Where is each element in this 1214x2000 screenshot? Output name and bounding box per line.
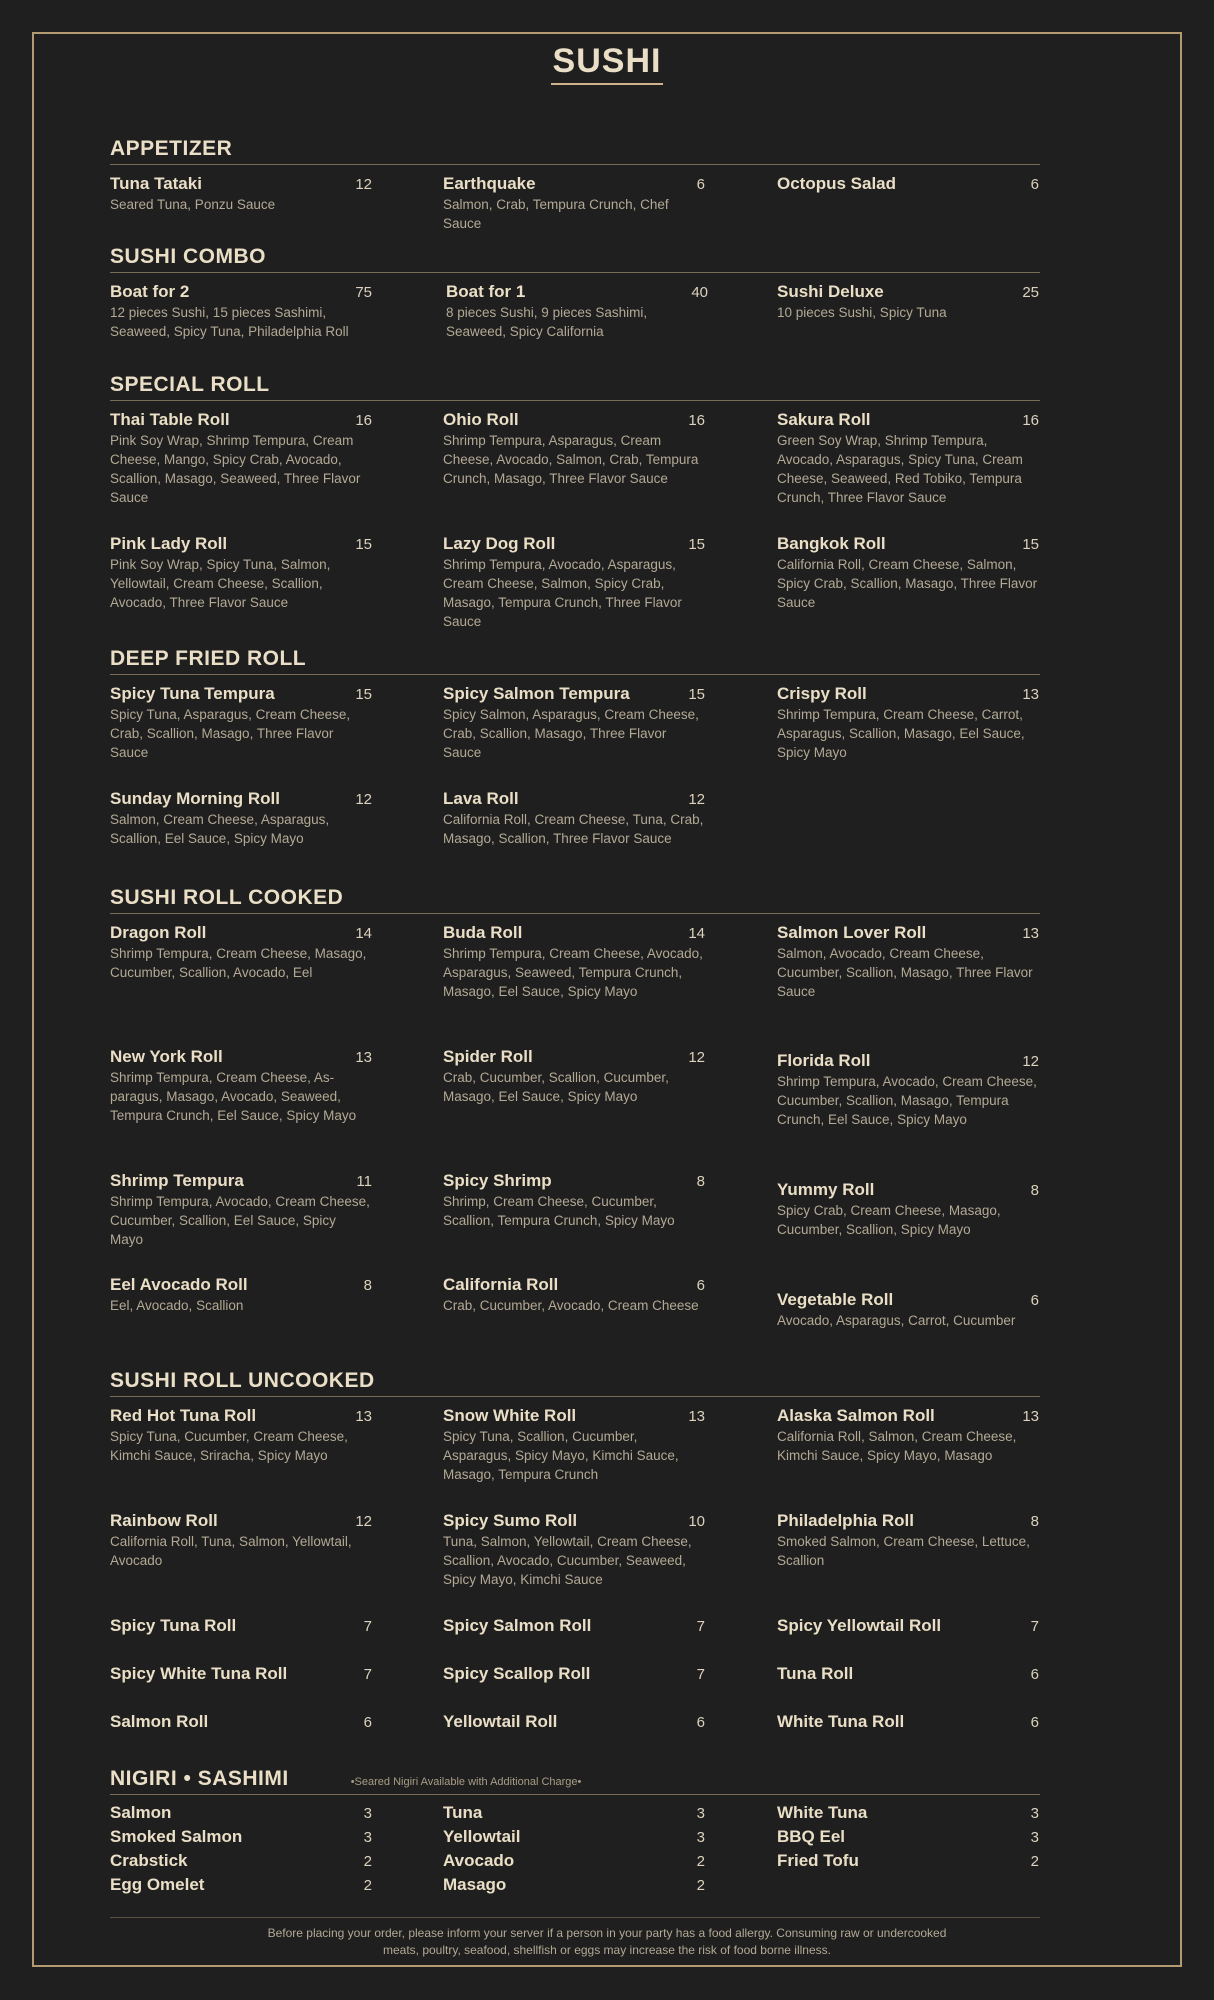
item-name: Salmon Lover Roll: [777, 923, 927, 942]
item-name: Shrimp Tempura: [110, 1171, 244, 1190]
item-name: Spicy Salmon Tempura: [443, 684, 630, 703]
item-name: Yellowtail: [443, 1827, 521, 1846]
item-name: White Tuna Roll: [777, 1712, 905, 1731]
menu-item: [110, 1406, 372, 1465]
item-price: 15: [355, 686, 372, 703]
item-description: Shrimp, Cream Cheese, Cucumber, Scallion, Tempura Crunch, Spicy Mayo: [443, 1194, 675, 1228]
item-name: Tuna Tataki: [110, 174, 202, 193]
menu-item: [777, 1180, 1039, 1239]
item-price: 8: [696, 1173, 705, 1190]
item-name: Spicy Salmon Roll: [443, 1616, 592, 1635]
section-header: [110, 137, 1040, 165]
item-price: 7: [363, 1666, 372, 1683]
item-description: California Roll, Cream Cheese, Tuna, Crab, Masago, Scallion, Three Flavor Sauce: [443, 812, 704, 846]
item-name: Vegetable Roll: [777, 1290, 894, 1309]
item-name: Florida Roll: [777, 1051, 871, 1070]
menu-item: [443, 1712, 705, 1732]
menu-item: [110, 1664, 372, 1684]
item-description: Spicy Crab, Cream Cheese, Masago, Cucumber, Scallion, Spicy Mayo: [777, 1203, 1001, 1237]
menu-item: [110, 1275, 372, 1315]
section-title: SUSHI COMBO: [110, 245, 267, 268]
section-title: SUSHI ROLL COOKED: [110, 886, 344, 909]
menu-item: [110, 282, 372, 341]
item-price: 2: [696, 1853, 705, 1870]
item-description: Spicy Salmon, Asparagus, Cream Cheese, Crab, Scallion, Masago, Three Flavor Sauce: [443, 707, 699, 760]
item-price: 14: [355, 925, 372, 942]
menu-item: [777, 1051, 1039, 1129]
menu-item: [777, 1664, 1039, 1684]
section-special-roll: [110, 373, 1040, 629]
section-title: SPECIAL ROLL: [110, 373, 270, 396]
item-name: Boat for 2: [110, 282, 190, 301]
item-description: Crab, Cucumber, Avocado, Cream Cheese: [443, 1298, 699, 1313]
item-price: 8: [363, 1277, 372, 1294]
item-price: 13: [1022, 925, 1039, 942]
item-price: 3: [1030, 1829, 1039, 1846]
item-name: Yellowtail Roll: [443, 1712, 558, 1731]
menu-item: [443, 174, 705, 233]
menu-item: [443, 1275, 705, 1315]
item-price: 3: [1030, 1805, 1039, 1822]
item-name: Avocado: [443, 1851, 515, 1870]
menu-item: [110, 174, 372, 214]
item-price: 16: [1022, 412, 1039, 429]
item-price: 3: [363, 1829, 372, 1846]
item-name: Smoked Salmon: [110, 1827, 243, 1846]
allergy-disclaimer: Before placing your order, please inform your server if a person in your party has a food allergy. Consuming raw or undercooked meats, poultry, seafood, shellfish or eggs may increase the risk of food borne illness.: [267, 1926, 947, 1957]
item-description: Seared Tuna, Ponzu Sauce: [110, 197, 276, 212]
item-description: California Roll, Tuna, Salmon, Yellowtail, Avocado: [110, 1534, 352, 1568]
item-name: New York Roll: [110, 1047, 223, 1066]
item-name: Lazy Dog Roll: [443, 534, 556, 553]
item-name: Eel Avocado Roll: [110, 1275, 248, 1294]
item-price: 7: [363, 1618, 372, 1635]
item-description: Spicy Tuna, Scallion, Cucumber, Asparagus, Spicy Mayo, Kimchi Sauce, Masago, Tempura Crunch: [443, 1429, 679, 1482]
menu-item: [443, 923, 705, 1001]
menu-item: [110, 684, 372, 762]
item-price: 75: [355, 284, 372, 301]
menu-item: [110, 1511, 372, 1570]
item-name: Snow White Roll: [443, 1406, 577, 1425]
item-price: 7: [696, 1666, 705, 1683]
section-title: NIGIRI • SASHIMI: [110, 1767, 289, 1790]
menu-item: [443, 1616, 705, 1636]
item-price: 15: [355, 536, 372, 553]
item-description: Shrimp Tempura, Cream Cheese, Carrot, Asparagus, Scallion, Masago, Eel Sauce, Spicy Mayo: [777, 707, 1025, 760]
section-header: [110, 245, 1040, 273]
section-title: SUSHI ROLL UNCOOKED: [110, 1369, 375, 1392]
menu-item: [110, 1712, 372, 1732]
item-price: 6: [696, 1277, 705, 1294]
section-deep-fried-roll: [110, 647, 1040, 846]
item-price: 2: [1030, 1853, 1039, 1870]
nigiri-item: [443, 1851, 705, 1875]
menu-item: [777, 1406, 1039, 1465]
item-price: 40: [691, 284, 708, 301]
item-description: Shrimp Tempura, Cream Cheese, Masago, Cucumber, Scallion, Avocado, Eel: [110, 946, 367, 980]
section-header: [110, 1369, 1040, 1397]
menu-item: [110, 1171, 372, 1249]
nigiri-item: [110, 1851, 372, 1875]
item-name: Spicy Scallop Roll: [443, 1664, 591, 1683]
item-name: Spicy Yellowtail Roll: [777, 1616, 942, 1635]
item-name: Crabstick: [110, 1851, 188, 1870]
item-name: Red Hot Tuna Roll: [110, 1406, 257, 1425]
item-description: Smoked Salmon, Cream Cheese, Lettuce, Scallion: [777, 1534, 1030, 1568]
item-price: 12: [355, 791, 372, 808]
item-description: Spicy Tuna, Asparagus, Cream Cheese, Crab, Scallion, Masago, Three Flavor Sauce: [110, 707, 351, 760]
item-description: Tuna, Salmon, Yellowtail, Cream Cheese, Scallion, Avocado, Cucumber, Seaweed, Spicy Mayo, Kimchi Sauce: [443, 1534, 692, 1587]
item-price: 2: [363, 1877, 372, 1894]
item-name: Sakura Roll: [777, 410, 871, 429]
item-name: Earthquake: [443, 174, 536, 193]
menu-item: [777, 684, 1039, 762]
item-description: Avocado, Asparagus, Carrot, Cucumber: [777, 1313, 1016, 1328]
item-name: Tuna: [443, 1803, 483, 1822]
section-header: [110, 886, 1040, 914]
menu-item: [443, 1511, 705, 1589]
item-price: 12: [1022, 1053, 1039, 1070]
item-description: Salmon, Crab, Tempura Crunch, Chef Sauce: [443, 197, 669, 231]
item-price: 15: [688, 536, 705, 553]
section-nigiri-sashimi: [110, 1767, 1040, 1894]
item-price: 12: [355, 1513, 372, 1530]
item-description: 12 pieces Sushi, 15 pieces Sashimi, Seaweed, Spicy Tuna, Philadelphia Roll: [110, 305, 349, 339]
menu-item: [443, 534, 705, 631]
item-price: 15: [1022, 536, 1039, 553]
nigiri-column: [443, 1803, 705, 1899]
section-note: •Seared Nigiri Available with Additional Charge•: [350, 1776, 582, 1788]
section-header: [110, 1767, 1040, 1795]
item-name: Thai Table Roll: [110, 410, 230, 429]
nigiri-column: [777, 1803, 1039, 1875]
item-name: Spider Roll: [443, 1047, 533, 1066]
item-price: 2: [363, 1853, 372, 1870]
item-name: Alaska Salmon Roll: [777, 1406, 935, 1425]
item-name: Ohio Roll: [443, 410, 519, 429]
item-name: Salmon: [110, 1803, 172, 1822]
menu-item: [777, 923, 1039, 1001]
menu-item: [443, 789, 705, 848]
item-description: Shrimp Tempura, Avocado, Asparagus, Cream Cheese, Salmon, Spicy Crab, Masago, Tempura Crunch, Three Flavor Sauce: [443, 557, 682, 629]
item-description: Spicy Tuna, Cucumber, Cream Cheese, Kimchi Sauce, Sriracha, Spicy Mayo: [110, 1429, 348, 1463]
item-name: Sunday Morning Roll: [110, 789, 280, 808]
item-price: 11: [356, 1173, 372, 1190]
nigiri-item: [110, 1827, 372, 1851]
item-description: Eel, Avocado, Scallion: [110, 1298, 244, 1313]
menu-item: [110, 789, 372, 848]
nigiri-item: [443, 1875, 705, 1899]
menu-item: [443, 410, 705, 488]
item-price: 6: [363, 1714, 372, 1731]
section-header: [110, 373, 1040, 401]
item-description: California Roll, Cream Cheese, Salmon, Spicy Crab, Scallion, Masago, Three Flavor Sauce: [777, 557, 1038, 610]
menu-item: [777, 410, 1039, 507]
menu-item: [443, 1047, 705, 1106]
item-name: Spicy Shrimp: [443, 1171, 552, 1190]
item-name: White Tuna: [777, 1803, 868, 1822]
item-price: 6: [1030, 176, 1039, 193]
item-description: 10 pieces Sushi, Spicy Tuna: [777, 305, 947, 320]
item-price: 12: [688, 791, 705, 808]
item-name: Masago: [443, 1875, 507, 1894]
item-price: 16: [688, 412, 705, 429]
item-price: 6: [696, 176, 705, 193]
item-name: Boat for 1: [446, 282, 526, 301]
menu-item: [443, 684, 705, 762]
item-price: 8: [1030, 1182, 1039, 1199]
menu-item: [777, 1511, 1039, 1570]
page-title: [0, 42, 1214, 85]
menu-item: [777, 174, 1039, 195]
menu-item: [443, 1664, 705, 1684]
menu-item: [110, 1047, 372, 1125]
menu-item: [777, 282, 1039, 322]
item-name: California Roll: [443, 1275, 559, 1294]
item-price: 6: [1030, 1666, 1039, 1683]
item-price: 6: [1030, 1714, 1039, 1731]
item-name: Dragon Roll: [110, 923, 207, 942]
nigiri-column: [110, 1803, 372, 1899]
item-price: 6: [1030, 1292, 1039, 1309]
section-header: [110, 647, 1040, 675]
item-name: Pink Lady Roll: [110, 534, 228, 553]
nigiri-item: [443, 1827, 705, 1851]
item-name: Bangkok Roll: [777, 534, 886, 553]
item-price: 10: [688, 1513, 705, 1530]
item-name: Spicy White Tuna Roll: [110, 1664, 288, 1683]
nigiri-item: [777, 1827, 1039, 1851]
section-sushi-roll-cooked: [110, 886, 1040, 1328]
nigiri-item: [110, 1803, 372, 1827]
menu-item: [777, 534, 1039, 612]
item-name: Philadelphia Roll: [777, 1511, 914, 1530]
item-description: 8 pieces Sushi, 9 pieces Sashimi, Seaweed, Spicy California: [446, 305, 648, 339]
item-name: BBQ Eel: [777, 1827, 846, 1846]
item-name: Fried Tofu: [777, 1851, 859, 1870]
menu-item: [110, 923, 372, 982]
menu-item: [110, 1616, 372, 1636]
item-price: 16: [355, 412, 372, 429]
section-title: APPETIZER: [110, 137, 233, 160]
nigiri-item: [110, 1875, 372, 1899]
item-price: 3: [363, 1805, 372, 1822]
item-name: Salmon Roll: [110, 1712, 209, 1731]
item-price: 13: [688, 1408, 705, 1425]
item-price: 2: [696, 1877, 705, 1894]
section-sushi-roll-uncooked: [110, 1369, 1040, 1731]
item-price: 25: [1022, 284, 1039, 301]
item-name: Sushi Deluxe: [777, 282, 884, 301]
item-price: 8: [1030, 1513, 1039, 1530]
menu-item: [443, 1171, 705, 1230]
menu-item: [443, 1406, 705, 1484]
item-price: 15: [688, 686, 705, 703]
item-price: 7: [696, 1618, 705, 1635]
section-appetizer: [110, 137, 1040, 231]
item-name: Crispy Roll: [777, 684, 867, 703]
section-sushi-combo: [110, 245, 1040, 339]
menu-item: [777, 1290, 1039, 1330]
section-title: DEEP FRIED ROLL: [110, 647, 307, 670]
item-name: Rainbow Roll: [110, 1511, 218, 1530]
item-price: 14: [688, 925, 705, 942]
nigiri-item: [777, 1803, 1039, 1827]
item-name: Spicy Sumo Roll: [443, 1511, 578, 1530]
item-name: Yummy Roll: [777, 1180, 875, 1199]
menu-item: [110, 410, 372, 507]
item-price: 13: [355, 1408, 372, 1425]
item-price: 13: [1022, 686, 1039, 703]
item-description: Pink Soy Wrap, Shrimp Tempura, Cream Cheese, Mango, Spicy Crab, Avocado, Scallion, Masago, Seaweed, Three Flavor Sauce: [110, 433, 361, 505]
item-description: Salmon, Avocado, Cream Cheese, Cucumber, Scallion, Masago, Three Flavor Sauce: [777, 946, 1033, 999]
item-description: Shrimp Tempura, Asparagus, Cream Cheese, Avocado, Salmon, Crab, Tempura Crunch, Masago, Three Flavor Sauce: [443, 433, 699, 486]
item-name: Lava Roll: [443, 789, 519, 808]
item-description: Crab, Cucumber, Scallion, Cucumber, Masago, Eel Sauce, Spicy Mayo: [443, 1070, 669, 1104]
nigiri-item: [443, 1803, 705, 1827]
item-description: Shrimp Tempura, Cream Cheese, As-paragus, Masago, Avocado, Seaweed, Tempura Crunch, Eel Sauce, Spicy Mayo: [110, 1070, 357, 1123]
item-name: Spicy Tuna Tempura: [110, 684, 275, 703]
menu-item: [446, 282, 708, 341]
menu-item: [777, 1712, 1039, 1732]
item-description: Pink Soy Wrap, Spicy Tuna, Salmon, Yellowtail, Cream Cheese, Scallion, Avocado, Three Flavor Sauce: [110, 557, 331, 610]
nigiri-item: [777, 1851, 1039, 1875]
item-description: Salmon, Cream Cheese, Asparagus, Scallion, Eel Sauce, Spicy Mayo: [110, 812, 330, 846]
item-description: Green Soy Wrap, Shrimp Tempura, Avocado, Asparagus, Spicy Tuna, Cream Cheese, Seaweed, Red Tobiko, Tempura Crunch, Three Flavor Sauce: [777, 433, 1023, 505]
item-price: 12: [355, 176, 372, 193]
item-description: Shrimp Tempura, Cream Cheese, Avocado, Asparagus, Seaweed, Tempura Crunch, Masago, Eel Sauce, Spicy Mayo: [443, 946, 703, 999]
item-name: Egg Omelet: [110, 1875, 205, 1894]
item-description: Shrimp Tempura, Avocado, Cream Cheese, Cucumber, Scallion, Eel Sauce, Spicy Mayo: [110, 1194, 370, 1247]
menu-item: [110, 534, 372, 612]
footer-divider: [110, 1917, 1040, 1918]
item-name: Octopus Salad: [777, 174, 897, 193]
item-price: 13: [355, 1049, 372, 1066]
menu-item: [777, 1616, 1039, 1636]
item-price: 6: [696, 1714, 705, 1731]
item-price: 7: [1030, 1618, 1039, 1635]
page-title-text: SUSHI: [551, 42, 664, 85]
item-price: 13: [1022, 1408, 1039, 1425]
item-price: 3: [696, 1805, 705, 1822]
item-description: California Roll, Salmon, Cream Cheese, Kimchi Sauce, Spicy Mayo, Masago: [777, 1429, 1017, 1463]
item-name: Tuna Roll: [777, 1664, 854, 1683]
item-price: 12: [688, 1049, 705, 1066]
item-price: 3: [696, 1829, 705, 1846]
item-description: Shrimp Tempura, Avocado, Cream Cheese, Cucumber, Scallion, Masago, Tempura Crunch, Eel Sauce, Spicy Mayo: [777, 1074, 1037, 1127]
item-name: Spicy Tuna Roll: [110, 1616, 237, 1635]
item-name: Buda Roll: [443, 923, 523, 942]
